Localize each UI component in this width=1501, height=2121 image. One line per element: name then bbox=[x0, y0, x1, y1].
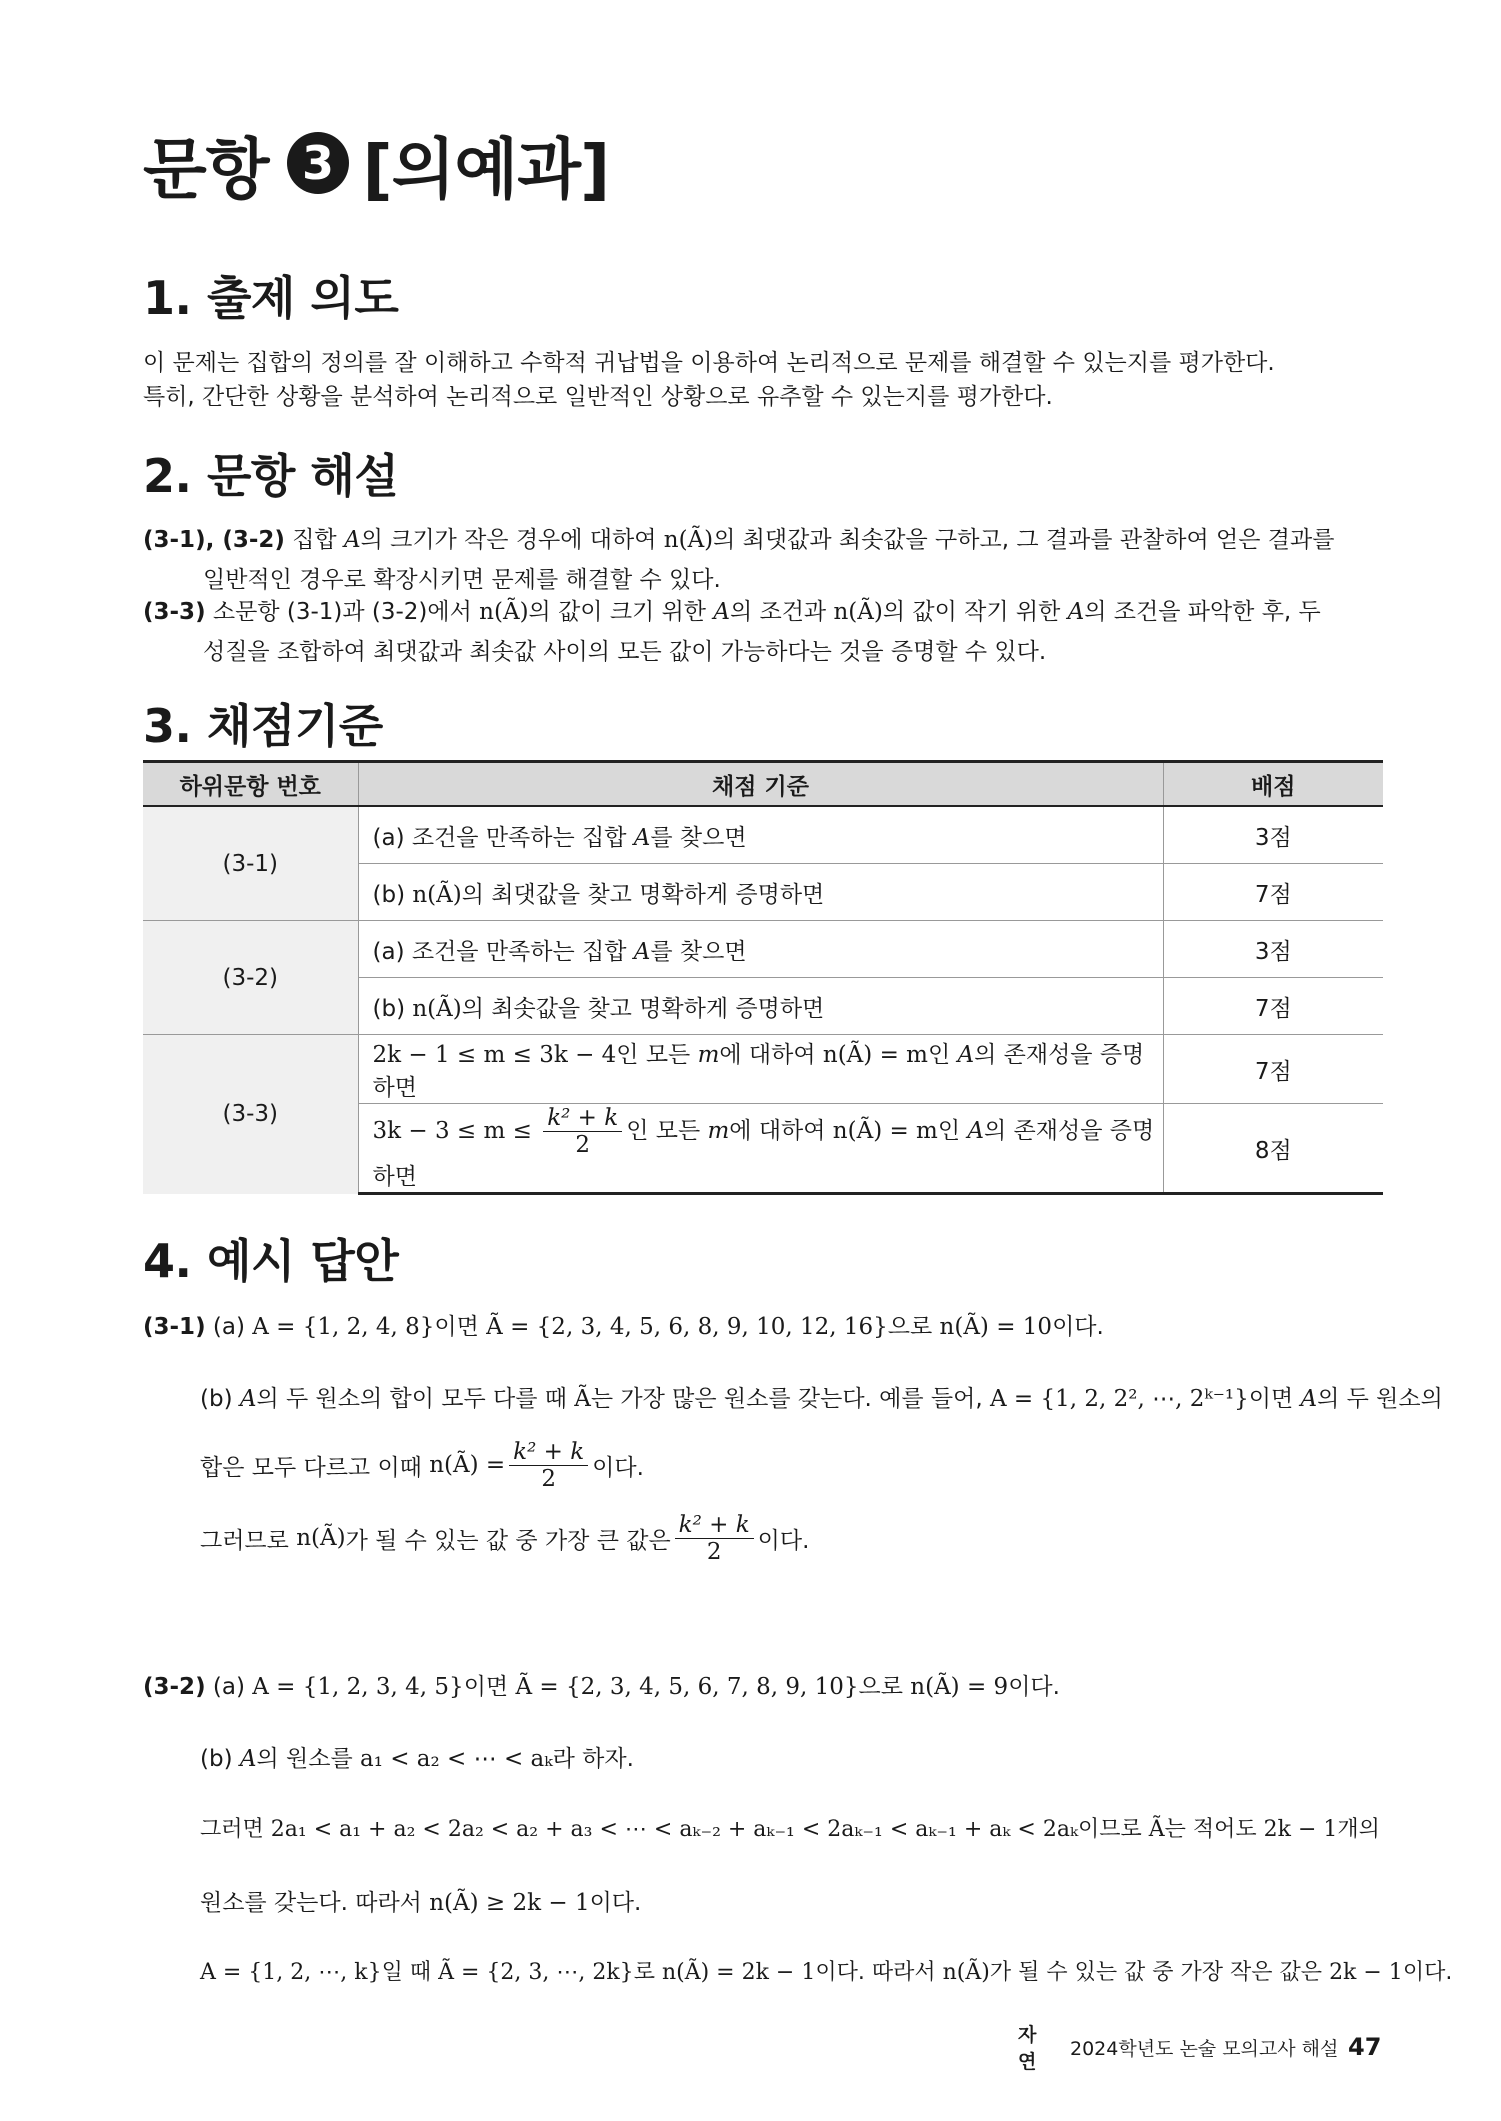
page-number: 47 bbox=[1348, 2033, 1382, 2061]
math-n-A-tilde: n(Ã) bbox=[833, 599, 883, 625]
math: n(Ã) bbox=[412, 881, 462, 908]
math: n(Ã) bbox=[942, 1960, 990, 1985]
table-row bbox=[143, 806, 1383, 864]
sub-question-cell: (3-3) bbox=[143, 1035, 358, 1194]
math: A = {1, 2, ⋯, k} bbox=[200, 1960, 382, 1985]
criterion-cell bbox=[358, 1104, 1163, 1194]
text: (b) bbox=[372, 995, 406, 1022]
math: A = {1, 2, 4, 8} bbox=[252, 1314, 435, 1340]
text: 의 원소를 bbox=[256, 1746, 353, 1772]
table-row bbox=[143, 1035, 1383, 1104]
answer-3-2-b-line-2 bbox=[200, 1812, 1380, 1843]
math: n(Ã) bbox=[412, 995, 462, 1022]
math: 2a₁ < a₁ + a₂ < 2a₂ < a₂ + a₃ < ⋯ < aₖ₋₂ + aₖ₋₁ < 2aₖ₋₁ < aₖ₋₁ + aₖ < 2aₖ bbox=[270, 1817, 1078, 1842]
criterion-cell bbox=[358, 806, 1163, 864]
footer-document-title: 2024학년도 논술 모의고사 해설 bbox=[1070, 2037, 1339, 2060]
math-n-A-tilde: n(Ã) bbox=[663, 527, 714, 553]
text: 의 조건을 파악한 후, 두 bbox=[1084, 599, 1321, 625]
points-cell: 7점 bbox=[1163, 864, 1383, 921]
text: 를 찾으면 bbox=[650, 824, 747, 851]
fraction-numerator: k² + k bbox=[675, 1512, 754, 1539]
text: 이다. bbox=[592, 1454, 644, 1481]
column-header: 배점 bbox=[1163, 762, 1383, 807]
text: (a) 조건을 만족하는 집합 bbox=[372, 938, 627, 965]
table-row bbox=[143, 921, 1383, 978]
points-cell: 3점 bbox=[1163, 921, 1383, 978]
item-continuation: 일반적인 경우로 확장시키면 문제를 해결할 수 있다. bbox=[203, 567, 721, 593]
text: 이다. bbox=[1402, 1960, 1453, 1985]
text: 소문항 (3-1)과 (3-2)에서 bbox=[212, 599, 472, 625]
answer-3-2-b-line-3 bbox=[200, 1884, 641, 1917]
text: (a) 조건을 만족하는 집합 bbox=[372, 824, 627, 851]
math: A bbox=[967, 1118, 985, 1144]
text: 의 두 원소의 합이 모두 다를 때 bbox=[256, 1386, 567, 1412]
problem-title bbox=[143, 118, 609, 208]
text: 인 모든 bbox=[626, 1118, 701, 1144]
text: 를 찾으면 bbox=[650, 938, 747, 965]
fraction bbox=[509, 1439, 588, 1492]
math-A: A bbox=[713, 599, 730, 625]
text: 는 가장 많은 원소를 갖는다. 예를 들어, bbox=[590, 1386, 983, 1412]
text: (b) bbox=[372, 881, 406, 908]
math-A: A bbox=[343, 527, 361, 553]
criterion-cell bbox=[358, 921, 1163, 978]
math: n(Ã) ≥ 2k − 1 bbox=[429, 1890, 590, 1916]
text: 의 값이 작기 위한 bbox=[882, 599, 1061, 625]
item-continuation: 성질을 조합하여 최댓값과 최솟값 사이의 모든 값이 가능하다는 것을 증명할 수 있다. bbox=[203, 639, 1047, 665]
sub-question-cell: (3-2) bbox=[143, 921, 358, 1035]
footer-category: 자연 bbox=[1018, 2024, 1037, 2073]
text: 의 존재성을 증명하면 bbox=[372, 1118, 1155, 1190]
criterion-cell bbox=[358, 978, 1163, 1035]
text: 가 될 수 있는 값 중 가장 작은 값은 bbox=[989, 1960, 1323, 1985]
section-4-heading: 4. 예시 답안 bbox=[143, 1234, 399, 1288]
text: 에 대하여 bbox=[719, 1042, 816, 1068]
criterion-cell bbox=[358, 864, 1163, 921]
math-inequality: 3k − 3 ≤ m ≤ bbox=[372, 1118, 532, 1144]
math: Ã bbox=[1148, 1817, 1165, 1842]
text: 의 값이 크기 위한 bbox=[528, 599, 707, 625]
criterion-cell bbox=[358, 1035, 1163, 1104]
answer-3-1-a bbox=[143, 1308, 1104, 1341]
math: n(Ã) = m bbox=[822, 1042, 928, 1068]
fraction-denominator: 2 bbox=[541, 1465, 556, 1492]
text: 개의 bbox=[1337, 1817, 1380, 1842]
answer-label: (a) bbox=[212, 1314, 245, 1340]
text: 일 때 bbox=[381, 1960, 432, 1985]
answer-3-2-b-line-4 bbox=[200, 1955, 1452, 1986]
math: A bbox=[239, 1746, 257, 1772]
points-cell: 7점 bbox=[1163, 978, 1383, 1035]
text: 그러면 bbox=[200, 1817, 264, 1842]
text: 그러므로 bbox=[200, 1527, 289, 1554]
answer-label: (b) bbox=[200, 1746, 233, 1772]
answer-label: (a) bbox=[212, 1674, 245, 1700]
text: 는 적어도 bbox=[1164, 1817, 1257, 1842]
math: n(Ã) = 9 bbox=[910, 1674, 1009, 1700]
text: 인 모든 bbox=[616, 1042, 691, 1068]
text: 의 두 원소의 bbox=[1317, 1386, 1443, 1412]
points-cell: 8점 bbox=[1163, 1104, 1383, 1194]
points-cell: 3점 bbox=[1163, 806, 1383, 864]
text: 의 최솟값을 찾고 명확하게 증명하면 bbox=[461, 995, 825, 1022]
math: A = {1, 2, 2², ⋯, 2ᵏ⁻¹} bbox=[989, 1386, 1249, 1412]
text: 로 bbox=[633, 1960, 655, 1985]
section-1-line-2: 특히, 간단한 상황을 분석하여 논리적으로 일반적인 상황으로 유추할 수 있는지를 평가한다. bbox=[143, 384, 1053, 410]
math-n-A-tilde: n(Ã) bbox=[479, 599, 529, 625]
text: 이므로 bbox=[1077, 1817, 1142, 1842]
math: Ã = {2, 3, 4, 5, 6, 7, 8, 9, 10} bbox=[515, 1674, 859, 1700]
math: n(Ã) = 10 bbox=[939, 1314, 1053, 1340]
fraction bbox=[675, 1512, 754, 1565]
fraction-denominator: 2 bbox=[706, 1538, 722, 1565]
math: n(Ã) = bbox=[429, 1452, 506, 1478]
text: 이다. bbox=[1052, 1314, 1104, 1340]
text: 라 하자. bbox=[552, 1746, 634, 1772]
text: 집합 bbox=[292, 527, 337, 553]
points-cell: 7점 bbox=[1163, 1035, 1383, 1104]
text: 이면 bbox=[434, 1314, 479, 1340]
math-inequality: 2k − 1 ≤ m ≤ 3k − 4 bbox=[372, 1042, 617, 1068]
math: n(Ã) = m bbox=[832, 1118, 938, 1144]
text: 이면 bbox=[463, 1674, 509, 1700]
text: 에 대하여 bbox=[729, 1118, 826, 1144]
section-2-item-1 bbox=[143, 520, 1383, 600]
text: 이다. bbox=[1008, 1674, 1060, 1700]
text: 이다. 따라서 bbox=[815, 1960, 936, 1985]
math: A bbox=[633, 824, 651, 851]
math: A bbox=[633, 938, 651, 965]
math: A bbox=[239, 1386, 257, 1412]
text: 의 조건과 bbox=[729, 599, 827, 625]
text: 원소를 갖는다. 따라서 bbox=[200, 1890, 422, 1916]
text: 합은 모두 다르고 이때 bbox=[200, 1454, 422, 1481]
text: 의 크기가 작은 경우에 대하여 bbox=[360, 527, 657, 553]
math: m bbox=[697, 1042, 720, 1068]
answer-3-1-b-line-3 bbox=[200, 1505, 809, 1571]
answer-label: (b) bbox=[200, 1386, 233, 1412]
grading-table bbox=[143, 760, 1383, 1195]
math: Ã = {2, 3, ⋯, 2k} bbox=[438, 1960, 634, 1985]
text: 의 존재성을 증명하면 bbox=[372, 1042, 1145, 1101]
math: A bbox=[1300, 1386, 1318, 1412]
text: 이면 bbox=[1248, 1386, 1294, 1412]
section-1-line-1: 이 문제는 집합의 정의를 잘 이해하고 수학적 귀납법을 이용하여 논리적으로 문제를 해결할 수 있는지를 평가한다. bbox=[143, 350, 1275, 376]
section-1-body bbox=[143, 346, 1275, 414]
section-3-heading: 3. 채점기준 bbox=[143, 699, 383, 753]
math: n(Ã) bbox=[296, 1525, 346, 1551]
math: a₁ < a₂ < ⋯ < aₖ bbox=[359, 1746, 553, 1772]
sub-question-cell: (3-1) bbox=[143, 806, 358, 921]
table-header-row bbox=[143, 762, 1383, 807]
item-tag: (3-3) bbox=[143, 599, 206, 625]
section-2-heading: 2. 문항 해설 bbox=[143, 449, 399, 503]
column-header: 채점 기준 bbox=[358, 762, 1163, 807]
answer-tag: (3-2) bbox=[143, 1674, 206, 1700]
text: 으로 bbox=[887, 1314, 933, 1340]
item-tag: (3-1), (3-2) bbox=[143, 527, 285, 553]
fraction-numerator: k² + k bbox=[509, 1439, 588, 1466]
math: A = {1, 2, 3, 4, 5} bbox=[252, 1674, 464, 1700]
fraction-denominator: 2 bbox=[575, 1132, 591, 1158]
title-word: 문항 bbox=[143, 130, 269, 208]
fraction-numerator: k² + k bbox=[543, 1105, 622, 1132]
section-1-heading: 1. 출제 의도 bbox=[143, 271, 399, 325]
text: 가 될 수 있는 값 중 가장 큰 값은 bbox=[345, 1527, 671, 1554]
math: n(Ã) = 2k − 1 bbox=[661, 1960, 816, 1985]
text: 인 bbox=[927, 1042, 951, 1068]
text: 인 bbox=[937, 1118, 961, 1144]
math: Ã bbox=[574, 1386, 591, 1412]
text: 의 최댓값을 찾고 명확하게 증명하면 bbox=[461, 881, 825, 908]
text: 으로 bbox=[858, 1674, 903, 1700]
math: 2k − 1 bbox=[1329, 1960, 1403, 1985]
text: 이다. bbox=[589, 1890, 642, 1916]
math: m bbox=[707, 1118, 730, 1144]
section-2-item-2 bbox=[143, 592, 1383, 672]
answer-3-2-a bbox=[143, 1668, 1060, 1701]
title-category: [의예과] bbox=[362, 130, 610, 208]
math: 2k − 1 bbox=[1263, 1817, 1338, 1842]
text: 이다. bbox=[757, 1527, 810, 1554]
math: Ã = {2, 3, 4, 5, 6, 8, 9, 10, 12, 16} bbox=[486, 1314, 888, 1340]
answer-3-1-b-line-2 bbox=[200, 1432, 644, 1498]
math: A bbox=[957, 1042, 975, 1068]
answer-3-1-b-line-1 bbox=[200, 1380, 1443, 1413]
answer-tag: (3-1) bbox=[143, 1314, 206, 1340]
math-A: A bbox=[1067, 599, 1085, 625]
problem-number-badge: 3 bbox=[287, 132, 349, 194]
text: 의 최댓값과 최솟값을 구하고, 그 결과를 관찰하여 얻은 결과를 bbox=[713, 527, 1335, 553]
answer-3-2-b-line-1 bbox=[200, 1740, 634, 1773]
fraction bbox=[543, 1105, 622, 1158]
column-header: 하위문항 번호 bbox=[143, 762, 358, 807]
